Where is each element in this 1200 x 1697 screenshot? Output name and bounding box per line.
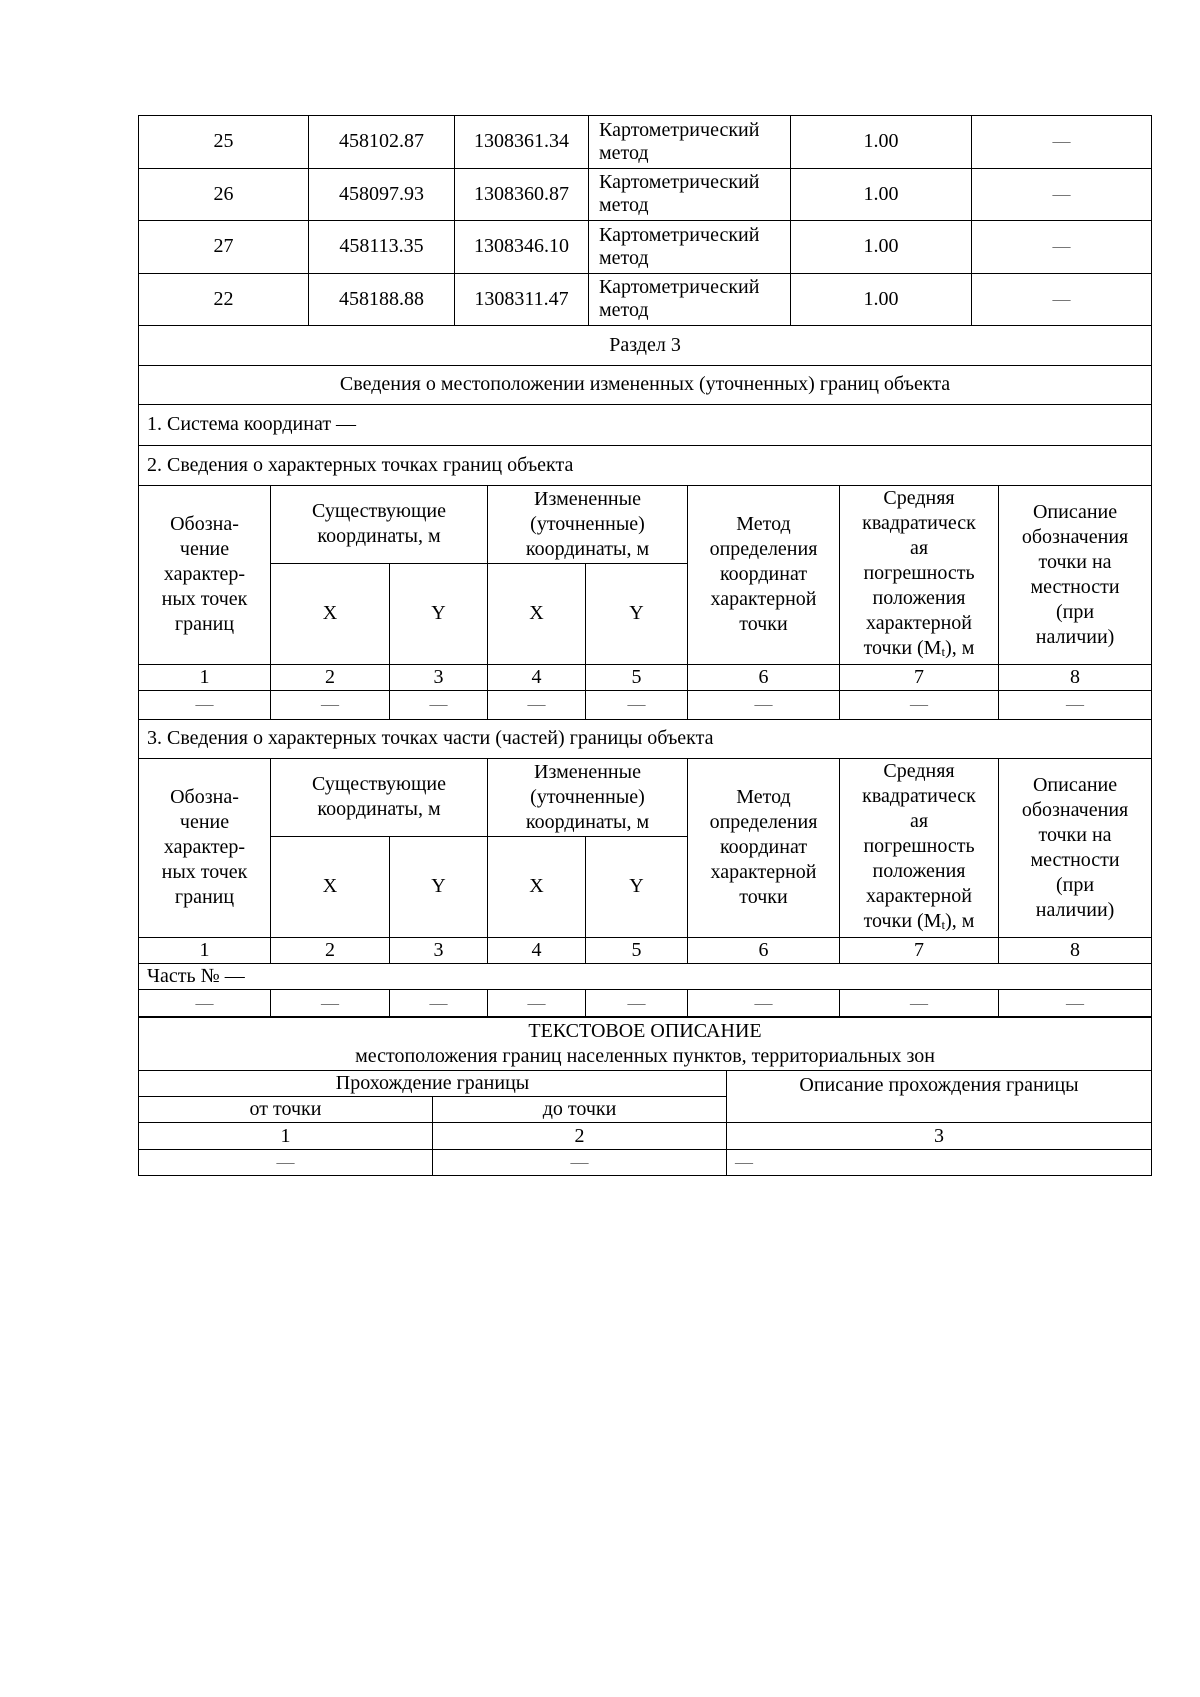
header-line: Обозна- [170,786,239,808]
column-number: 1 [139,664,271,690]
header-line: характерной [710,861,817,883]
header-line: точки на [1038,823,1112,846]
column-number: 4 [488,937,586,963]
from-point-header: от точки [139,1097,433,1123]
header-line: (уточненные) [530,785,645,808]
empty-cell-dash: — [390,690,488,719]
section-3-table [138,325,1152,1018]
header-line: точки на [1038,550,1112,573]
header-y-label: Y [390,836,488,937]
header-subscript: t [941,643,946,659]
header-line: границ [174,613,235,635]
header-line: точки [739,886,788,908]
table-row [139,221,1152,274]
header-changed-coords [488,758,688,836]
header-line: обозначения [1021,798,1129,821]
x-coordinate: 458102.87 [309,116,455,169]
column-number: 6 [688,937,840,963]
header-line: обозначения [1021,525,1129,548]
method-cell [589,116,791,169]
header-line [840,636,998,664]
column-number: 8 [999,664,1152,690]
header-line: Описание [1032,773,1118,796]
empty-cell-dash: — [586,989,688,1017]
column-number: 5 [586,664,688,690]
header-line: характерной [866,884,972,907]
empty-cell-dash: — [840,989,999,1017]
method-cell [589,221,791,274]
header-line: (при [1056,873,1095,896]
column-number: 8 [999,937,1152,963]
point-description: — [972,273,1152,326]
header-subscript: t [941,916,946,932]
header-line: чение [179,811,230,833]
header-x-label: X [271,563,390,664]
block-3-title: 3. Сведения о характерных точках части (частей) границы объекта [139,719,1152,758]
y-coordinate: 1308360.87 [455,168,589,221]
header-line: Метод [736,786,791,808]
empty-data-row [139,989,1152,1017]
header-x-label: X [271,836,390,937]
header-line: квадратическ [862,784,976,807]
to-point-header: до точки [433,1097,727,1123]
header-line: координаты, м [317,798,441,820]
header-line: квадратическ [862,511,976,534]
header-line: характер- [163,836,246,858]
accuracy: 1.00 [791,273,972,326]
header-line: Обозна- [170,513,239,535]
header-line: (при [1056,600,1095,623]
empty-cell-dash: — [139,989,271,1017]
part-label: Часть № — [139,963,1152,989]
header-text: ), м [945,636,975,659]
method-line: метод [599,246,649,269]
points-table-continuation [138,115,1152,326]
table-row [139,273,1152,326]
empty-cell-dash: — [999,989,1152,1017]
header-line: точки [739,613,788,635]
point-number: 26 [139,168,309,221]
header-y-label: Y [586,836,688,937]
header-method [688,485,840,664]
column-number: 5 [586,937,688,963]
header-line: координаты, м [525,537,650,560]
column-number: 6 [688,664,840,690]
header-line: координаты, м [525,810,650,833]
empty-cell-dash: — [488,690,586,719]
text-cell-dash: — [433,1150,727,1176]
header-line: чение [179,538,230,560]
header-line: наличии) [1035,898,1115,921]
method-line: Картометрический [599,276,760,299]
text-cell-dash: — [727,1150,1152,1176]
header-description [999,758,1152,937]
empty-cell-dash: — [586,690,688,719]
header-line: Метод [736,513,791,535]
empty-cell-dash: — [139,690,271,719]
header-line: положения [872,586,966,609]
x-coordinate: 458188.88 [309,273,455,326]
column-number: 1 [139,937,271,963]
point-description: — [972,221,1152,274]
empty-cell-dash: — [999,690,1152,719]
header-line: ных точек [161,861,248,883]
table-row [139,168,1152,221]
header-x-label: X [488,836,586,937]
text-col-number-1: 1 [139,1123,433,1150]
method-line: Картометрический [599,171,760,194]
header-line: Средняя [883,486,955,509]
accuracy: 1.00 [791,116,972,169]
header-accuracy [840,758,999,937]
header-existing-coords [271,485,488,563]
header-line: границ [174,886,235,908]
x-coordinate: 458097.93 [309,168,455,221]
header-accuracy [840,485,999,664]
column-number: 7 [840,937,999,963]
method-line: метод [599,141,649,164]
column-number: 3 [390,664,488,690]
header-method [688,758,840,937]
method-line: Картометрический [599,118,760,141]
text-description-subtitle: местоположения границ населенных пунктов, территориальных зон [355,1044,935,1067]
table-row [139,116,1152,169]
column-number: 3 [390,937,488,963]
header-line: координаты, м [317,525,441,547]
empty-cell-dash: — [688,690,840,719]
point-number: 27 [139,221,309,274]
header-y-label: Y [390,563,488,664]
accuracy: 1.00 [791,221,972,274]
block-2-title: 2. Сведения о характерных точках границ объекта [139,445,1152,485]
accuracy: 1.00 [791,168,972,221]
header-x-label: X [488,563,586,664]
empty-cell-dash: — [840,690,999,719]
text-cell-dash: — [139,1150,433,1176]
document-page [138,115,1151,1176]
header-text: точки (M [863,636,942,659]
empty-cell-dash: — [271,690,390,719]
header-line: ных точек [161,588,248,610]
method-line: метод [599,194,649,217]
header-description [999,485,1152,664]
point-number: 25 [139,116,309,169]
header-line: (уточненные) [530,512,645,535]
empty-cell-dash: — [488,989,586,1017]
header-line: наличии) [1035,625,1115,648]
header-line: определения [709,811,818,833]
passage-header: Прохождение границы [139,1071,727,1097]
header-line: координат [719,836,808,858]
header-line: Существующие [312,773,446,795]
header-line: погрешность [863,834,975,857]
header-text: точки (M [863,909,942,932]
text-col-number-2: 2 [433,1123,727,1150]
header-line: погрешность [863,561,975,584]
header-line: положения [872,859,966,882]
header-point-designation [139,758,271,937]
header-line: Описание [1032,500,1118,523]
y-coordinate: 1308361.34 [455,116,589,169]
x-coordinate: 458113.35 [309,221,455,274]
header-existing-coords [271,758,488,836]
text-col-number-3: 3 [727,1123,1152,1150]
header-line: Средняя [883,759,955,782]
empty-data-row [139,690,1152,719]
passage-description-header: Описание прохождения границы [727,1071,1152,1123]
header-line: Существующие [312,500,446,522]
header-point-designation [139,485,271,664]
section-subtitle: Сведения о местоположении измененных (уточненных) границ объекта [139,365,1152,404]
header-line: характерной [710,588,817,610]
point-description: — [972,116,1152,169]
header-text: ), м [945,909,975,932]
method-line: метод [599,299,649,322]
header-line: определения [709,538,818,560]
header-line: местности [1030,848,1120,871]
header-line [840,909,998,937]
header-line: Измененные [534,487,641,510]
column-number: 7 [840,664,999,690]
header-changed-coords [488,485,688,563]
section-title: Раздел 3 [139,325,1152,365]
point-description: — [972,168,1152,221]
coordinate-system: 1. Система координат — [139,404,1152,445]
method-cell [589,168,791,221]
text-description-title: ТЕКСТОВОЕ ОПИСАНИЕ [528,1019,762,1042]
header-line: ая [909,809,929,832]
header-y-label: Y [586,563,688,664]
header-line: характерной [866,611,972,634]
empty-cell-dash: — [688,989,840,1017]
column-number: 2 [271,937,390,963]
header-line: ая [909,536,929,559]
empty-cell-dash: — [390,989,488,1017]
column-number: 2 [271,664,390,690]
header-line: Измененные [534,760,641,783]
method-line: Картометрический [599,223,760,246]
column-number: 4 [488,664,586,690]
y-coordinate: 1308311.47 [455,273,589,326]
header-line: характер- [163,563,246,585]
y-coordinate: 1308346.10 [455,221,589,274]
point-number: 22 [139,273,309,326]
text-description-table [138,1016,1152,1176]
header-line: координат [719,563,808,585]
header-line: местности [1030,575,1120,598]
method-cell [589,273,791,326]
empty-cell-dash: — [271,989,390,1017]
